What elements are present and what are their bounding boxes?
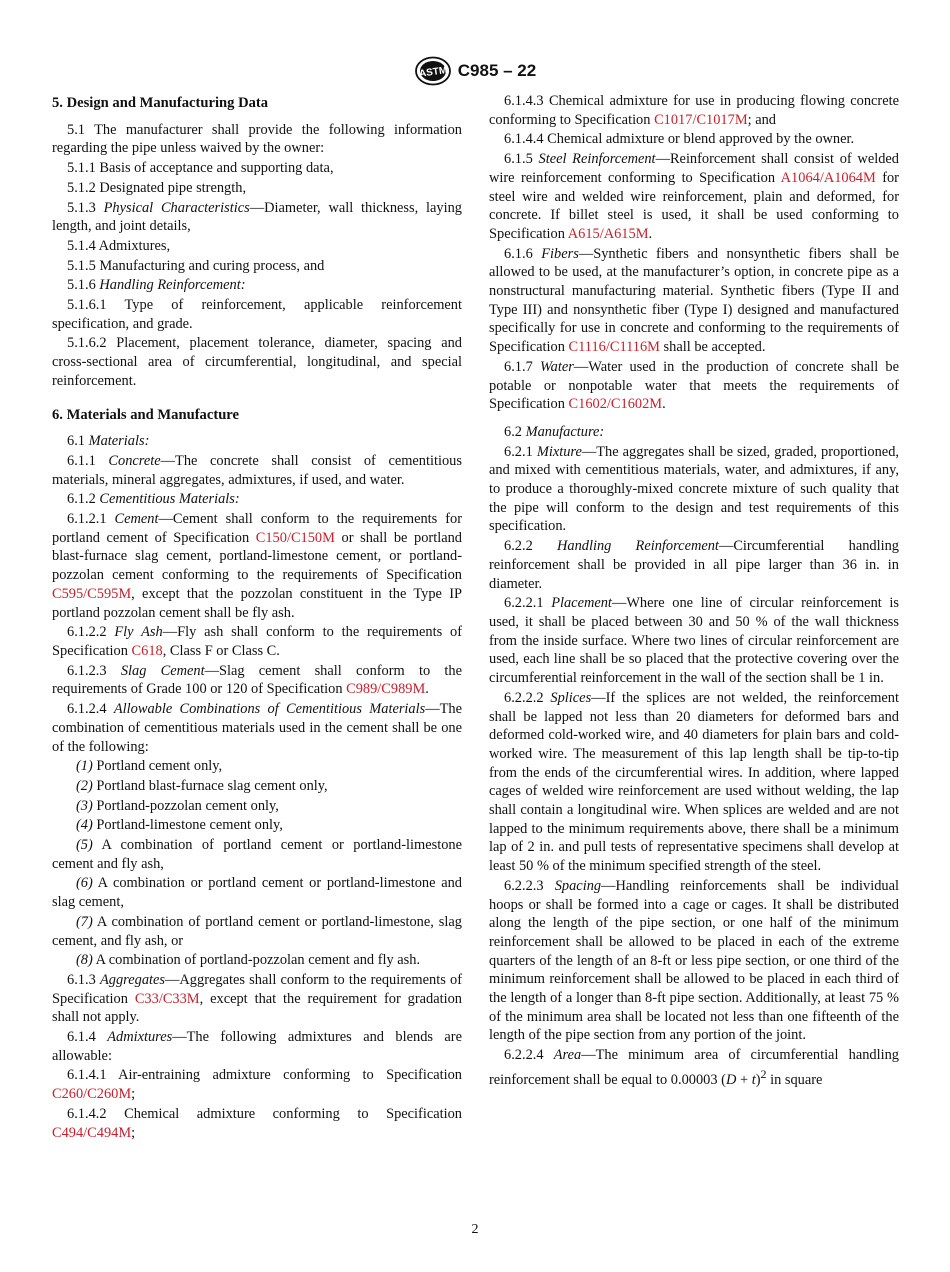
page-header: [0, 56, 950, 86]
reference-link[interactable]: C260/C260M: [52, 1086, 132, 1103]
reference-link[interactable]: C618: [131, 642, 163, 659]
list-item: (1) Portland cement only,: [76, 758, 223, 775]
paragraph: 5.1.5 Manufacturing and curing process, and: [67, 257, 325, 274]
list-item: (2) Portland blast-furnace slag cement only,: [76, 777, 328, 794]
paragraph: 6.2.2.1 Placement—Where one line of circular reinforcement is used, it shall be placed between 30 and 50 % of the wall thickness from the inside surface. Where two lines of circular reinforcement are used, each line shall be so placed that the protective covering over the circumferential reinforcement in the wall of the section shall be 1 in.: [489, 595, 899, 687]
right-column: [489, 92, 899, 1089]
paragraph: 6.1.4 Admixtures—The following admixtures and blends are allowable:: [52, 1029, 462, 1064]
paragraph: 6.1.1 Concrete—The concrete shall consist of cementitious materials, mineral aggregates, admixtures, if used, and water.: [52, 452, 462, 488]
paragraph: 6.1.4.1 Air-entraining admixture conforming to Specification C260/C260M;: [52, 1067, 462, 1103]
paragraph: 6.1 Materials:: [67, 433, 150, 450]
paragraph: 6.2.2 Handling Reinforcement—Circumferential handling reinforcement shall be provided in all pipe larger than 36 in. in diameter.: [489, 538, 899, 592]
paragraph: 6.2.2.3 Spacing—Handling reinforcements shall be individual hoops or shall be formed into a cage or cages. It shall be distributed along the length of the pipe section, or one half of the minimum reinforcement shall be allowed to be placed in each of the extreme quarters of the length of an 8-ft or less pipe section, or one third of the minimum reinforcement shall be allowed to be placed in each third of the length of a longer than 8-ft pipe section. Additionally, at least 75 % of the minimum area shall be located not less than one fifteenth of the length of the pipe section from any portion of the joint.: [489, 877, 899, 1044]
reference-link[interactable]: C33/C33M: [134, 990, 200, 1007]
reference-link[interactable]: C595/C595M: [52, 585, 132, 602]
paragraph: 6.1.2.2 Fly Ash—Fly ash shall conform to the requirements of Specification C618, Class F or Class C.: [52, 624, 462, 659]
left-column: [52, 92, 462, 1142]
list-item: (5) A combination of portland cement or portland-limestone cement and fly ash,: [52, 837, 462, 872]
reference-link[interactable]: C989/C989M: [346, 681, 426, 698]
svg-text:ASTM: ASTM: [418, 65, 448, 80]
paragraph: 6.1.4.2 Chemical admixture conforming to Specification C494/C494M;: [52, 1105, 462, 1141]
list-item: (7) A combination of portland cement or portland-limestone, slag cement, and fly ash, or: [52, 913, 462, 949]
paragraph: 6.1.4.3 Chemical admixture for use in producing flowing concrete conforming to Specification C1017/C1017M; and: [489, 93, 899, 128]
paragraph: 6.1.2 Cementitious Materials:: [67, 491, 240, 508]
paragraph: 6.1.5 Steel Reinforcement—Reinforcement shall consist of welded wire reinforcement conforming to Specification A1064/A1064M for steel wire and welded wire reinforcement, plain and deformed, for concrete. If billet steel is used, it shall be used conforming to Specification A615/A615M.: [489, 151, 899, 242]
paragraph: 5.1.4 Admixtures,: [67, 237, 171, 254]
document-designation: C985 – 22: [457, 61, 537, 80]
list-item: (6) A combination or portland cement or portland-limestone and slag cement,: [52, 875, 462, 911]
paragraph: 6.1.3 Aggregates—Aggregates shall conform to the requirements of Specification C33/C33M, except that the requirement for gradation shall not apply.: [52, 971, 462, 1026]
paragraph: 5.1.2 Designated pipe strength,: [67, 179, 247, 196]
section-heading: 6. Materials and Manufacture: [52, 406, 239, 423]
list-item: (3) Portland-pozzolan cement only,: [76, 797, 279, 814]
paragraph: 5.1.3 Physical Characteristics—Diameter, wall thickness, laying length, and joint details,: [52, 199, 462, 235]
paragraph: 6.1.2.1 Cement—Cement shall conform to the requirements for portland cement of Specification C150/C150M or shall be portland blast-furnace slag cement, portland-limestone cement, or portland-pozzolan cement conforming to the requirements of Specification C595/C595M, except that the pozzolan constituent in the Type IP portland pozzolan cement shall be fly ash.: [52, 511, 463, 621]
reference-link[interactable]: C150/C150M: [255, 529, 335, 546]
reference-link[interactable]: A615/A615M: [567, 225, 649, 242]
list-item: (8) A combination of portland-pozzolan cement and fly ash.: [76, 952, 421, 969]
paragraph: 5.1.6.1 Type of reinforcement, applicable reinforcement specification, and grade.: [52, 297, 462, 332]
paragraph: 6.1.6 Fibers—Synthetic fibers and nonsynthetic fibers shall be allowed to be used, at the manufacturer’s option, in concrete pipe as a nonstructural manufacturing material. Synthetic fibers (Type II and Type III) and nonsynthetic fiber (Type I) designed and manufactured specifically for use in concrete and conforming to the requirements of Specification C1116/C1116M shall be accepted.: [489, 245, 899, 356]
paragraph: 5.1.6 Handling Reinforcement:: [67, 277, 246, 294]
paragraph: 6.1.4.4 Chemical admixture or blend approved by the owner.: [504, 131, 855, 148]
paragraph: 5.1.1 Basis of acceptance and supporting data,: [67, 160, 334, 177]
section-heading: 5. Design and Manufacturing Data: [52, 95, 269, 111]
reference-link[interactable]: C1116/C1116M: [568, 339, 660, 356]
page-number: 2: [471, 1222, 479, 1237]
paragraph: 6.2.2.4 Area—The minimum area of circumferential handling reinforcement shall be equal to 0.00003 $(D + t)^2$ in square: [489, 1047, 899, 1088]
astm-logo-icon: [414, 56, 452, 86]
paragraph: 6.1.7 Water—Water used in the production of concrete shall be potable or nonpotable water that meets the requirements of Specification C1602/C1602M.: [489, 358, 899, 413]
paragraph: 6.1.2.4 Allowable Combinations of Cementitious Materials—The combination of cementitious materials used in the cement shall be one of the following:: [52, 701, 462, 755]
reference-link[interactable]: C1017/C1017M: [654, 111, 748, 128]
paragraph: 6.2.1 Mixture—The aggregates shall be sized, graded, proportioned, and mixed with cementitious materials, water, and admixtures, if any, to produce a thoroughly-mixed concrete mixture of such quality that the pipe will conform to the design and test requirements of this specification.: [489, 443, 899, 535]
list-item: (4) Portland-limestone cement only,: [76, 817, 283, 834]
reference-link[interactable]: C1602/C1602M: [568, 396, 663, 413]
paragraph: 5.1 The manufacturer shall provide the following information regarding the pipe unless waived by the owner:: [52, 121, 462, 157]
paragraph: 6.1.2.3 Slag Cement—Slag cement shall conform to the requirements of Grade 100 or 120 of Specification C989/C989M.: [52, 662, 462, 698]
paragraph: 5.1.6.2 Placement, placement tolerance, diameter, spacing and cross-sectional area of circumferential, longitudinal, and special reinforcement.: [52, 335, 462, 389]
paragraph: 6.2 Manufacture:: [504, 423, 605, 440]
reference-link[interactable]: C494/C494M: [52, 1124, 132, 1141]
paragraph: 6.2.2.2 Splices—If the splices are not welded, the reinforcement shall be lapped not less than 20 diameters for deformed bars and deformed cold-worked wire, and 40 diameters for plain bars and cold-worked wire. The measurement of this lap length shall be tip-to-tip from the ends of the circumferential wires. In addition, where lapped cages of welded wire reinforcement are used without welding, the lap shall contain a longitudinal wire. When splices are welded and are not lapped to the minimum requirements above, there shall be a minimum lap of 2 in. and pull tests of representative specimens shall develop at least 50 % of the minimum specified strength of the steel.: [489, 689, 899, 875]
reference-link[interactable]: A1064/A1064M: [780, 169, 876, 186]
